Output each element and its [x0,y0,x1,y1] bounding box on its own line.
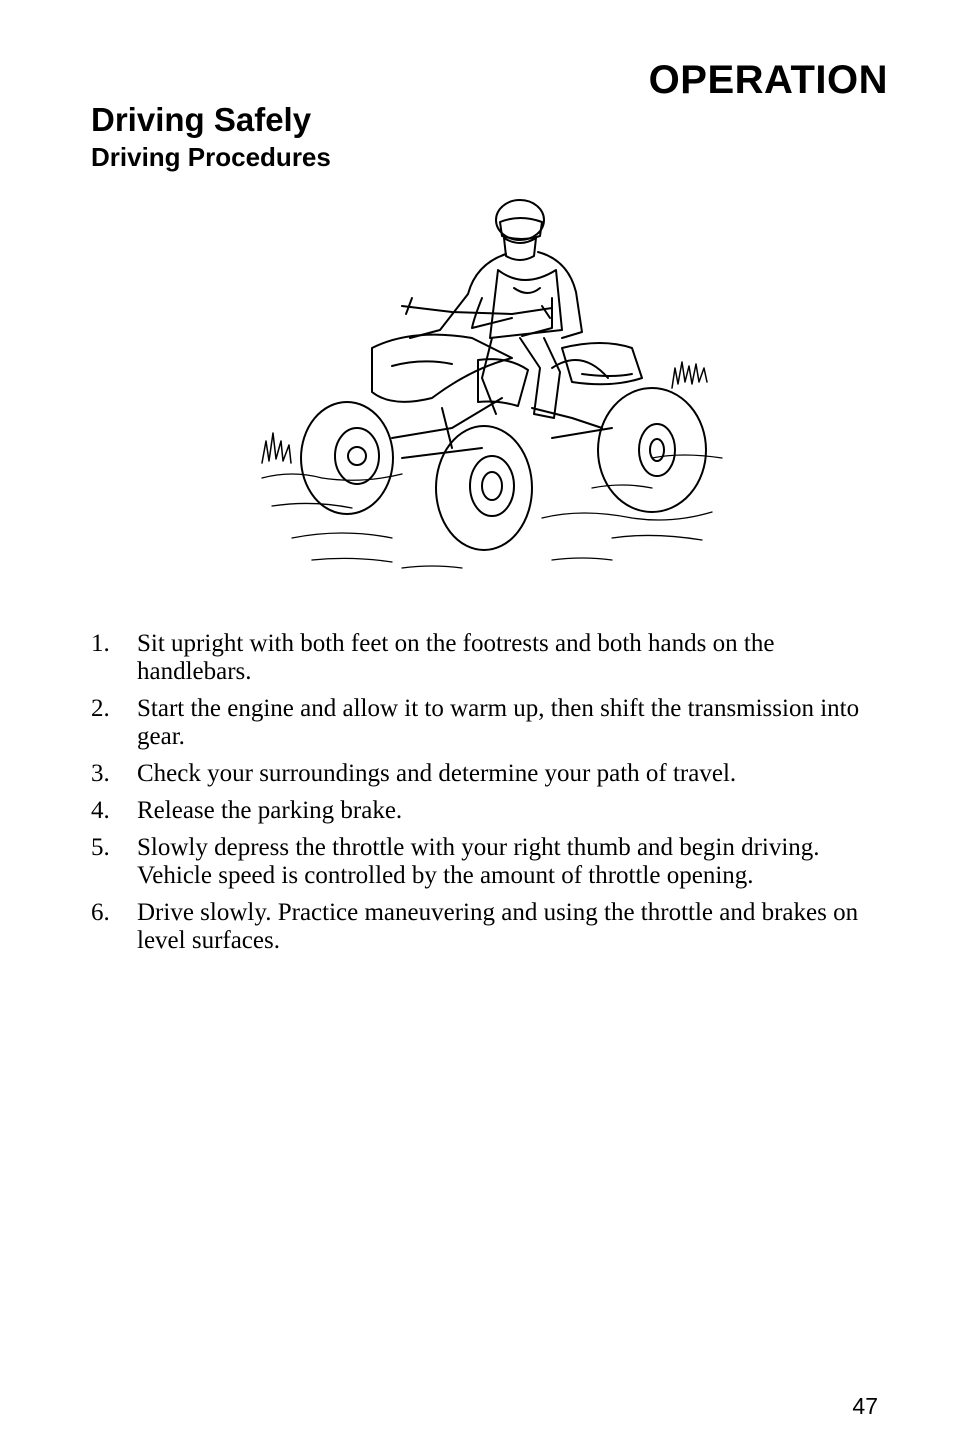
atv-rider-illustration [252,188,742,578]
step-number: 3. [91,760,110,787]
section-title: OPERATION [648,58,888,102]
list-item [91,630,871,686]
step-number: 4. [91,797,110,824]
list-item [91,797,871,825]
step-number: 6. [91,899,110,926]
step-text: Drive slowly. Practice maneuvering and using the throttle and brakes on level surfaces. [137,899,859,954]
step-number: 5. [91,834,110,861]
step-number: 2. [91,695,110,722]
step-text: Check your surroundings and determine your path of travel. [137,760,737,787]
list-item [91,899,871,955]
list-item [91,760,871,788]
page-number: 47 [852,1393,878,1419]
step-number: 1. [91,630,110,657]
page-heading: Driving Safely [91,101,312,138]
page-subheading: Driving Procedures [91,142,331,172]
step-text: Start the engine and allow it to warm up, then shift the transmission into gear. [137,695,860,750]
procedure-steps [91,630,871,964]
step-text: Slowly depress the throttle with your right thumb and begin driving. Vehicle speed is controlled by the amount of throttle opening. [137,834,820,889]
step-text: Release the parking brake. [137,797,403,824]
step-text: Sit upright with both feet on the footrests and both hands on the handlebars. [137,630,775,685]
list-item [91,834,871,890]
list-item [91,695,871,751]
